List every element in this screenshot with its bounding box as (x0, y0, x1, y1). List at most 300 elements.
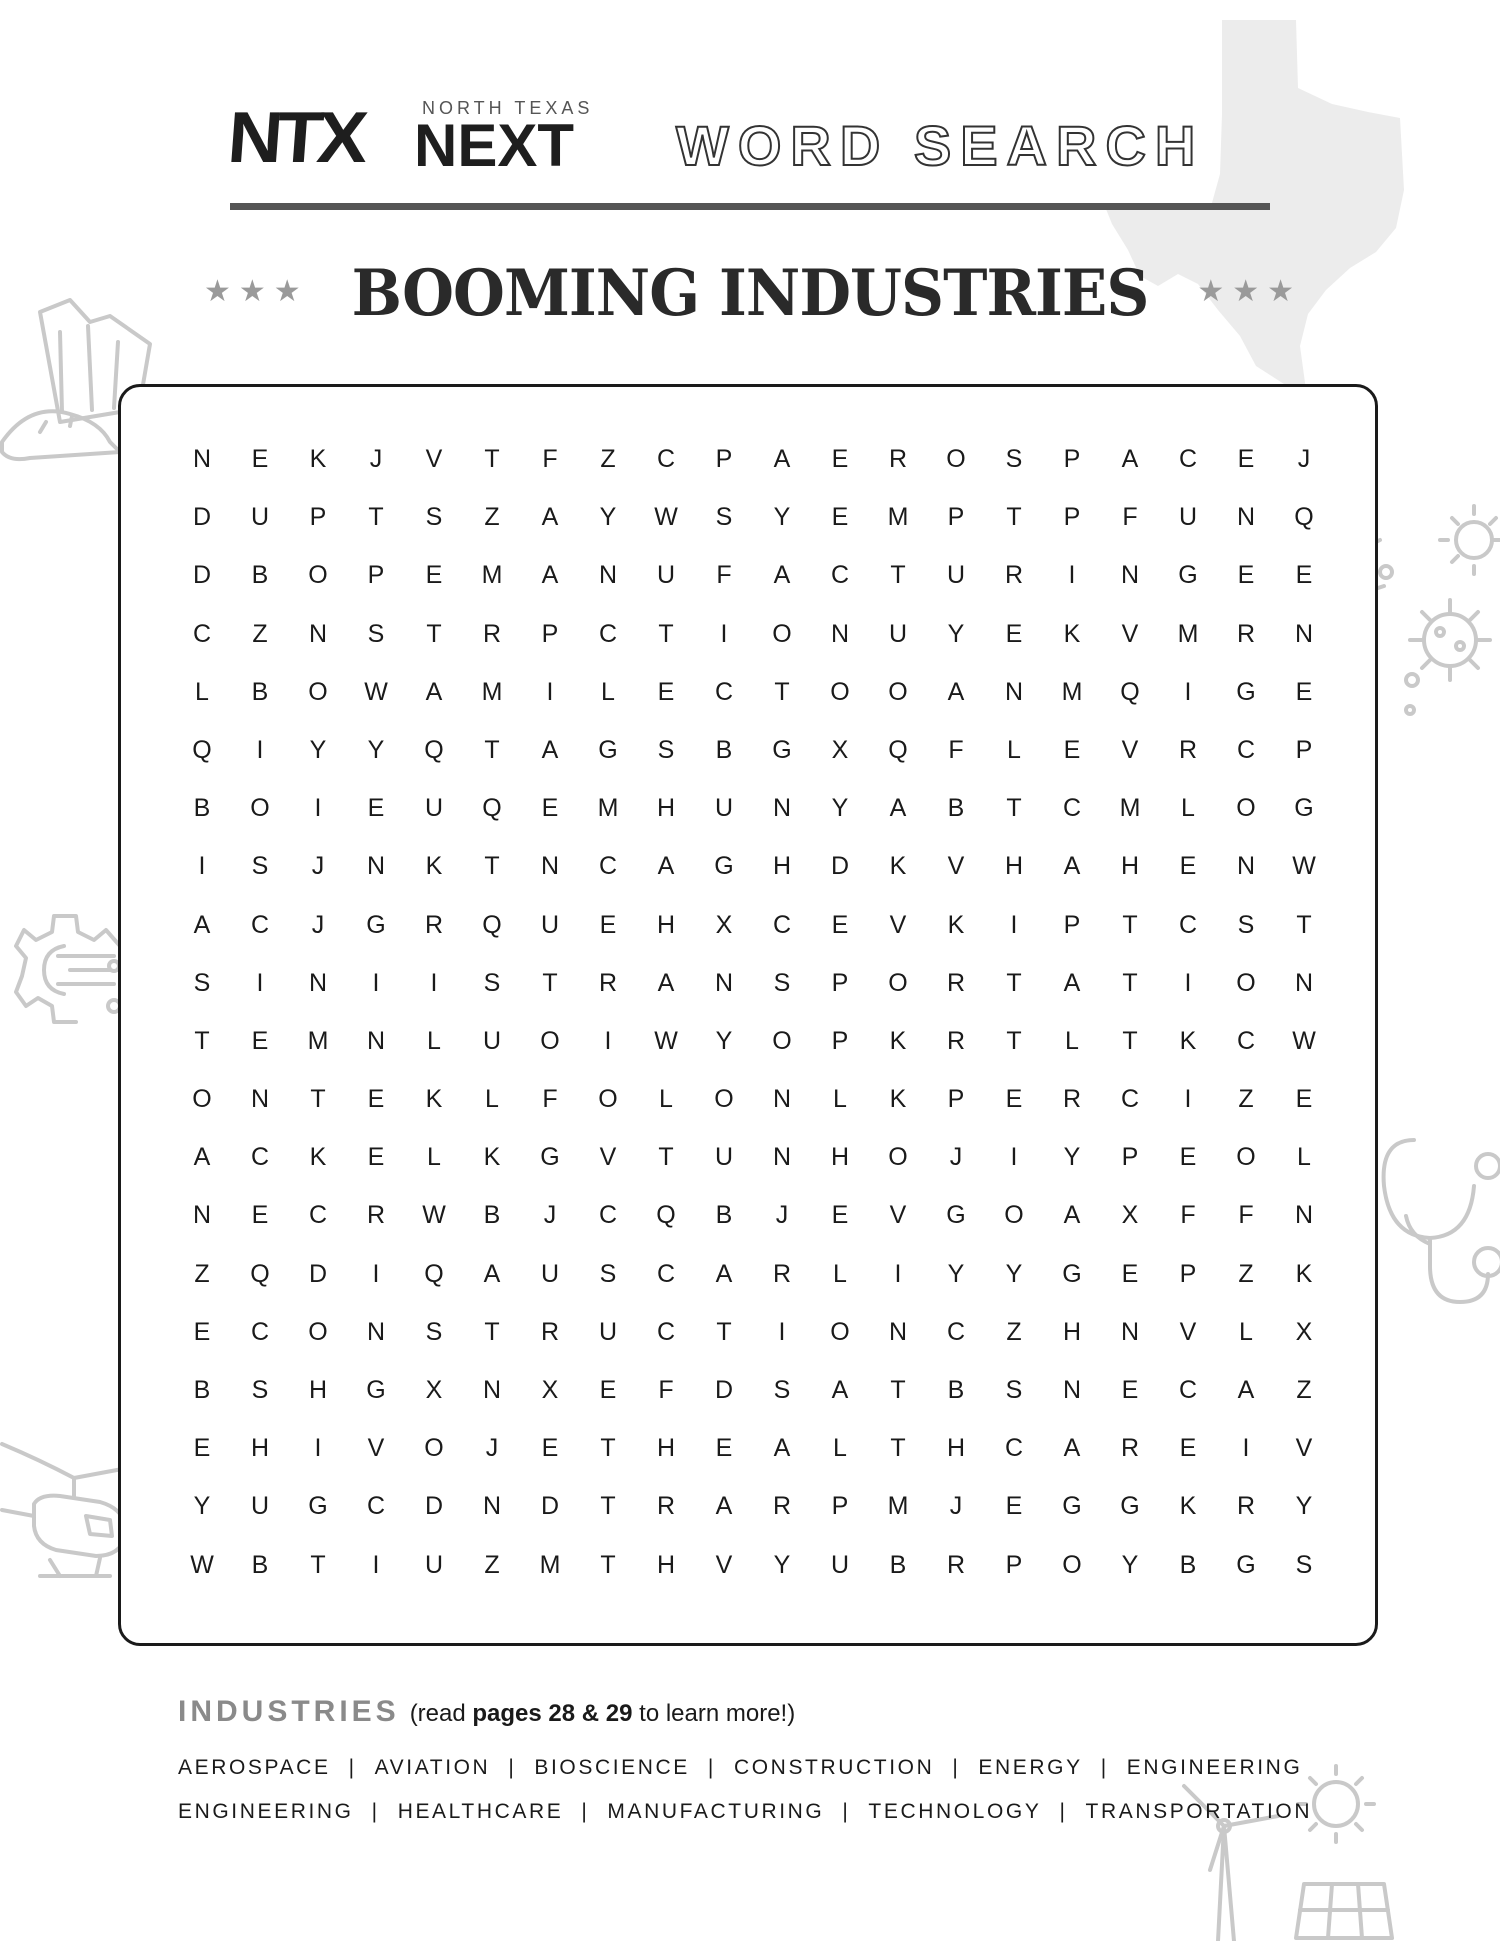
grid-cell: F (1180, 1201, 1196, 1230)
grid-cell: H (656, 794, 676, 823)
grid-cell: G (1236, 677, 1256, 706)
grid-cell: C (1178, 445, 1198, 473)
grid-cell: T (658, 1143, 674, 1172)
grid-cell: H (656, 910, 676, 939)
grid-cell: S (773, 1376, 791, 1404)
grid-cell: M (887, 1492, 909, 1521)
word-list-item: CONSTRUCTION (733, 1756, 935, 1779)
grid-cell: J (949, 1143, 963, 1172)
grid-cell: C (714, 677, 734, 706)
logo-next: NEXT (414, 112, 575, 179)
grid-cell: Q (192, 735, 212, 764)
grid-cell: E (193, 1317, 211, 1346)
grid-cell: N (540, 852, 560, 881)
grid-cell: O (888, 677, 908, 706)
grid-cell: Q (1120, 677, 1140, 706)
word-list-heading (178, 1695, 795, 1735)
grid-cell: I (778, 1317, 786, 1346)
grid-cell: V (599, 1143, 617, 1172)
grid-cell: I (894, 1259, 902, 1288)
grid-cell: R (946, 968, 966, 997)
grid-cell: L (195, 677, 209, 706)
grid-cell: Z (1238, 1085, 1254, 1114)
grid-cell: A (1063, 852, 1081, 881)
grid-cell: N (250, 1085, 270, 1114)
grid-cell: T (1006, 503, 1022, 532)
grid-cell: I (1010, 910, 1018, 939)
grid-cell: V (367, 1434, 385, 1463)
grid-cell: T (774, 677, 790, 706)
grid-cell: Y (715, 1026, 733, 1055)
grid-cell: X (1295, 1317, 1313, 1346)
grid-cell: Z (252, 619, 268, 648)
grid-cell: N (482, 1492, 502, 1521)
grid-cell: F (716, 561, 732, 590)
word-separator: | (371, 1800, 380, 1823)
grid-cell: B (251, 677, 269, 706)
grid-cell: A (541, 735, 559, 764)
grid-cell: H (946, 1434, 966, 1463)
grid-cell: Y (773, 503, 791, 532)
grid-cell: G (946, 1201, 966, 1230)
grid-cell: N (1294, 1201, 1314, 1230)
grid-cell: N (1062, 1376, 1082, 1404)
grid-cell: K (947, 910, 965, 939)
grid-cell: F (542, 1085, 558, 1114)
grid-cell: S (599, 1259, 617, 1288)
word-list-item: BIOSCIENCE (534, 1756, 690, 1779)
grid-cell: T (484, 852, 500, 881)
grid-cell: A (1063, 1201, 1081, 1230)
grid-cell: E (1005, 1085, 1023, 1114)
grid-cell: D (714, 1376, 734, 1404)
grid-cell: S (251, 852, 269, 881)
grid-cell: Y (947, 619, 965, 648)
grid-cell: G (540, 1143, 560, 1172)
grid-cell: P (309, 503, 327, 532)
word-list-item: ENERGY (978, 1756, 1083, 1779)
grid-cell: L (427, 1026, 441, 1055)
grid-cell: I (720, 619, 728, 648)
grid-cell: N (772, 1143, 792, 1172)
grid-cell: E (1005, 1492, 1023, 1521)
grid-cell: R (656, 1492, 676, 1521)
grid-cell: B (947, 794, 965, 823)
grid-cell: I (256, 735, 264, 764)
grid-cell: C (946, 1317, 966, 1346)
word-separator: | (1059, 1800, 1068, 1823)
grid-cell: E (193, 1434, 211, 1463)
virus-icon (1370, 500, 1500, 730)
grid-cell: C (656, 1259, 676, 1288)
grid-cell: H (1120, 852, 1140, 881)
grid-cell: V (1121, 735, 1139, 764)
grid-cell: N (366, 1026, 386, 1055)
grid-cell: B (715, 735, 733, 764)
grid-cell: M (481, 677, 503, 706)
grid-cell: N (366, 1317, 386, 1346)
grid-cell: N (1120, 561, 1140, 590)
grid-cell: I (1242, 1434, 1250, 1463)
grid-cell: C (250, 1143, 270, 1172)
grid-cell: B (483, 1201, 501, 1230)
grid-cell: Q (888, 735, 908, 764)
grid-cell: S (483, 968, 501, 997)
grid-cell: V (1121, 619, 1139, 648)
grid-cell: D (424, 1492, 444, 1521)
grid-cell: E (541, 1434, 559, 1463)
grid-cell: U (250, 503, 270, 532)
grid-cell: T (194, 1026, 210, 1055)
grid-cell: G (366, 1376, 386, 1404)
grid-cell: M (597, 794, 619, 823)
grid-cell: S (657, 735, 675, 764)
grid-cell: O (250, 794, 270, 823)
grid-cell: I (430, 968, 438, 997)
grid-cell: C (366, 1492, 386, 1521)
grid-cell: D (308, 1259, 328, 1288)
grid-cell: I (256, 968, 264, 997)
grid-cell: T (484, 445, 500, 473)
grid-cell: N (1294, 968, 1314, 997)
grid-cell: F (1122, 503, 1138, 532)
grid-cell: A (715, 1492, 733, 1521)
grid-cell: Y (947, 1259, 965, 1288)
grid-cell: L (833, 1434, 847, 1463)
grid-cell: T (600, 1434, 616, 1463)
grid-cell: A (947, 677, 965, 706)
note-open: (read (409, 1700, 473, 1727)
grid-cell: R (1004, 561, 1024, 590)
grid-cell: I (314, 1434, 322, 1463)
grid-cell: P (1121, 1143, 1139, 1172)
grid-cell: E (251, 1201, 269, 1230)
grid-cell: O (540, 1026, 560, 1055)
grid-cell: B (1179, 1550, 1197, 1579)
grid-cell: O (1062, 1550, 1082, 1579)
grid-cell: T (1122, 968, 1138, 997)
grid-cell: V (889, 1201, 907, 1230)
grid-cell: A (657, 968, 675, 997)
word-separator: | (707, 1756, 716, 1779)
grid-cell: U (1178, 503, 1198, 532)
grid-cell: P (541, 619, 559, 648)
grid-cell: Y (773, 1550, 791, 1579)
grid-cell: U (830, 1550, 850, 1579)
grid-cell: A (483, 1259, 501, 1288)
texas-map-icon (1100, 14, 1410, 414)
grid-cell: K (889, 1026, 907, 1055)
grid-cell: N (598, 561, 618, 590)
grid-cell: E (599, 910, 617, 939)
grid-cell: E (1005, 619, 1023, 648)
grid-cell: I (1068, 561, 1076, 590)
grid-cell: A (657, 852, 675, 881)
grid-cell: Z (1006, 1317, 1022, 1346)
grid-cell: E (251, 445, 269, 473)
grid-cell: Z (484, 503, 500, 532)
grid-cell: P (1063, 445, 1081, 473)
grid-cell: A (773, 445, 791, 473)
grid-cell: A (1063, 968, 1081, 997)
grid-cell: A (773, 1434, 791, 1463)
grid-cell: X (831, 735, 849, 764)
grid-cell: V (947, 852, 965, 881)
grid-cell: S (193, 968, 211, 997)
grid-cell: A (1121, 445, 1139, 473)
grid-cell: T (310, 1085, 326, 1114)
grid-cell: C (830, 561, 850, 590)
grid-cell: C (308, 1201, 328, 1230)
grid-cell: B (251, 561, 269, 590)
grid-cell: E (1063, 735, 1081, 764)
grid-cell: K (1295, 1259, 1313, 1288)
grid-cell: H (830, 1143, 850, 1172)
grid-cell: Y (599, 503, 617, 532)
grid-cell: K (309, 1143, 327, 1172)
grid-cell: N (1236, 503, 1256, 532)
grid-cell: T (658, 619, 674, 648)
grid-cell: U (946, 561, 966, 590)
grid-cell: H (772, 852, 792, 881)
grid-cell: T (890, 1434, 906, 1463)
grid-cell: I (198, 852, 206, 881)
grid-cell: E (831, 503, 849, 532)
header-divider (230, 203, 1270, 210)
grid-cell: I (314, 794, 322, 823)
word-separator: | (1100, 1756, 1109, 1779)
grid-cell: Z (600, 445, 616, 473)
grid-cell: F (658, 1376, 674, 1404)
grid-cell: E (541, 794, 559, 823)
grid-cell: Q (482, 794, 502, 823)
grid-cell: T (1006, 968, 1022, 997)
grid-cell: R (1120, 1434, 1140, 1463)
grid-cell: T (310, 1550, 326, 1579)
grid-cell: G (598, 735, 618, 764)
grid-cell: O (1004, 1201, 1024, 1230)
grid-cell: R (482, 619, 502, 648)
grid-cell: A (889, 794, 907, 823)
grid-cell: J (485, 1434, 499, 1463)
grid-cell: R (540, 1317, 560, 1346)
grid-cell: T (368, 503, 384, 532)
grid-cell: Q (656, 1201, 676, 1230)
grid-cell: R (424, 910, 444, 939)
grid-cell: E (1237, 445, 1255, 473)
grid-cell: P (947, 1085, 965, 1114)
grid-cell: E (367, 1143, 385, 1172)
solar-panel-icon (1284, 1876, 1404, 1941)
grid-cell: C (192, 619, 212, 648)
grid-cell: N (366, 852, 386, 881)
grid-cell: F (948, 735, 964, 764)
grid-cell: S (1237, 910, 1255, 939)
grid-cell: P (1005, 1550, 1023, 1579)
note-close: to learn more!) (632, 1700, 796, 1727)
grid-cell: C (1004, 1434, 1024, 1463)
grid-cell: H (656, 1434, 676, 1463)
grid-cell: E (599, 1376, 617, 1404)
grid-cell: G (1120, 1492, 1140, 1521)
grid-cell: H (250, 1434, 270, 1463)
grid-cell: L (427, 1143, 441, 1172)
grid-cell: G (1294, 794, 1314, 823)
grid-cell: M (481, 561, 503, 590)
word-list-item: MANUFACTURING (607, 1800, 825, 1823)
grid-cell: O (946, 445, 966, 473)
grid-cell: M (1061, 677, 1083, 706)
grid-cell: C (1178, 910, 1198, 939)
grid-cell: E (1237, 561, 1255, 590)
word-separator: | (508, 1756, 517, 1779)
grid-cell: Y (309, 735, 327, 764)
grid-cell: T (1006, 1026, 1022, 1055)
grid-cell: K (425, 1085, 443, 1114)
grid-cell: C (1120, 1085, 1140, 1114)
grid-cell: C (598, 619, 618, 648)
grid-cell: L (485, 1085, 499, 1114)
grid-cell: J (949, 1492, 963, 1521)
grid-cell: U (540, 910, 560, 939)
logo-tagline: NORTH TEXAS (422, 98, 594, 118)
grid-cell: T (484, 735, 500, 764)
grid-cell: I (372, 1550, 380, 1579)
puzzle-subtitle: BOOMING INDUSTRIES (351, 256, 1149, 331)
grid-cell: U (656, 561, 676, 590)
grid-cell: E (831, 1201, 849, 1230)
letter-grid (173, 445, 1333, 1609)
grid-cell: J (369, 445, 383, 473)
stars-right-icon: ★★★ (1197, 274, 1302, 309)
grid-cell: N (772, 794, 792, 823)
word-separator: | (348, 1756, 357, 1779)
grid-cell: P (831, 1492, 849, 1521)
grid-cell: Y (1063, 1143, 1081, 1172)
word-list-item: AVIATION (374, 1756, 491, 1779)
grid-cell: P (715, 445, 733, 473)
grid-cell: A (1237, 1376, 1255, 1404)
word-list-item: ENGINEERING (1126, 1756, 1303, 1779)
grid-cell: U (714, 794, 734, 823)
grid-cell: P (831, 968, 849, 997)
grid-cell: A (773, 561, 791, 590)
grid-cell: O (308, 561, 328, 590)
grid-cell: K (1063, 619, 1081, 648)
grid-cell: T (542, 968, 558, 997)
grid-cell: A (715, 1259, 733, 1288)
grid-cell: Z (1296, 1376, 1312, 1404)
grid-cell: E (831, 445, 849, 473)
grid-cell: E (1121, 1376, 1139, 1404)
grid-cell: O (424, 1434, 444, 1463)
grid-cell: P (1063, 503, 1081, 532)
word-list-item: TRANSPORTATION (1085, 1800, 1313, 1823)
grid-cell: G (714, 852, 734, 881)
grid-cell: O (598, 1085, 618, 1114)
grid-cell: C (1178, 1376, 1198, 1404)
grid-cell: H (656, 1550, 676, 1579)
grid-cell: I (1184, 968, 1192, 997)
grid-cell: D (192, 503, 212, 532)
grid-cell: Y (367, 735, 385, 764)
grid-cell: O (308, 677, 328, 706)
grid-cell: V (1295, 1434, 1313, 1463)
grid-cell: N (1120, 1317, 1140, 1346)
grid-cell: E (367, 794, 385, 823)
grid-cell: R (1062, 1085, 1082, 1114)
grid-cell: I (372, 968, 380, 997)
grid-cell: E (251, 1026, 269, 1055)
grid-cell: O (1236, 794, 1256, 823)
word-list-item: HEALTHCARE (397, 1800, 564, 1823)
grid-cell: N (1294, 619, 1314, 648)
grid-cell: S (425, 503, 443, 532)
grid-cell: T (600, 1550, 616, 1579)
grid-cell: B (193, 1376, 211, 1404)
grid-cell: Z (1238, 1259, 1254, 1288)
grid-cell: Y (831, 794, 849, 823)
grid-cell: R (772, 1259, 792, 1288)
gear-icon (14, 906, 124, 1046)
grid-cell: R (888, 445, 908, 473)
grid-cell: Q (424, 1259, 444, 1288)
grid-cell: A (193, 1143, 211, 1172)
grid-cell: S (1005, 1376, 1023, 1404)
grid-cell: C (772, 910, 792, 939)
grid-cell: S (367, 619, 385, 648)
grid-cell: M (887, 503, 909, 532)
word-list-note (410, 1700, 796, 1727)
grid-cell: P (367, 561, 385, 590)
puzzle-box (118, 384, 1378, 1646)
grid-cell: U (250, 1492, 270, 1521)
grid-cell: O (714, 1085, 734, 1114)
grid-cell: G (1062, 1259, 1082, 1288)
grid-cell: N (308, 968, 328, 997)
grid-cell: W (1292, 852, 1316, 881)
grid-cell: L (833, 1085, 847, 1114)
grid-cell: L (1007, 735, 1021, 764)
word-list-row-2 (178, 1800, 1312, 1824)
grid-cell: N (192, 1201, 212, 1230)
grid-cell: R (946, 1550, 966, 1579)
grid-cell: C (656, 1317, 676, 1346)
grid-cell: O (772, 619, 792, 648)
grid-cell: C (250, 1317, 270, 1346)
stethoscope-icon (1370, 1126, 1500, 1316)
grid-cell: Q (482, 910, 502, 939)
grid-cell: R (946, 1026, 966, 1055)
grid-cell: X (715, 910, 733, 939)
grid-cell: O (1236, 968, 1256, 997)
grid-cell: N (482, 1376, 502, 1404)
grid-cell: T (1122, 910, 1138, 939)
grid-cell: K (483, 1143, 501, 1172)
grid-cell: L (1065, 1026, 1079, 1055)
grid-cell: N (308, 619, 328, 648)
grid-cell: D (830, 852, 850, 881)
grid-cell: A (1063, 1434, 1081, 1463)
grid-cell: A (541, 503, 559, 532)
grid-cell: T (1122, 1026, 1138, 1055)
page-title: WORD SEARCH (676, 114, 1205, 177)
word-list-row-1 (178, 1756, 1302, 1780)
grid-cell: E (715, 1434, 733, 1463)
grid-cell: C (250, 910, 270, 939)
grid-cell: J (543, 1201, 557, 1230)
grid-cell: L (601, 677, 615, 706)
